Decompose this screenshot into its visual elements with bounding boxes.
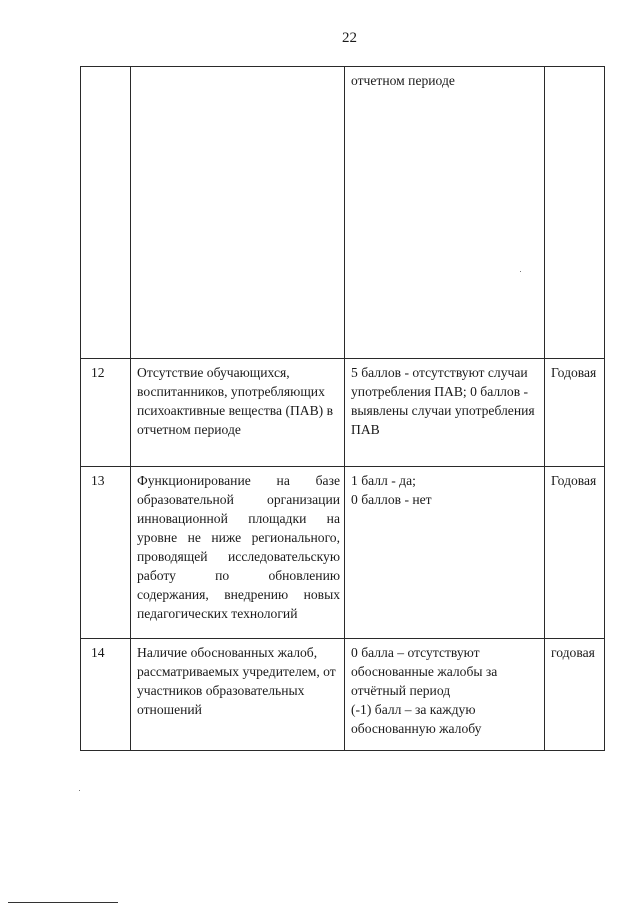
criterion-line: инновационной площадки на xyxy=(137,511,340,526)
scan-speck xyxy=(520,271,521,272)
row-number-cell: 13 xyxy=(81,467,131,639)
scoring-line: 0 баллов - нет xyxy=(351,492,432,507)
criteria-table xyxy=(80,66,605,751)
page-number: 22 xyxy=(342,30,357,46)
period-cell: годовая xyxy=(545,639,605,751)
table-row-14 xyxy=(81,639,605,751)
scoring-cell xyxy=(345,467,545,639)
row-number-cell: 12 xyxy=(81,359,131,467)
criterion-line: образовательной организации xyxy=(137,492,340,507)
row-number-cell xyxy=(81,67,131,359)
scoring-line: (-1) балл – за каждую xyxy=(351,702,476,717)
criterion-cell: Отсутствие обучающихся, воспитанников, употребляющих психоактивные вещества (ПАВ) в отчетном периоде xyxy=(131,359,345,467)
scoring-line: обоснованные жалобы за xyxy=(351,664,498,679)
criterion-line: педагогических технологий xyxy=(137,606,298,621)
criterion-cell xyxy=(131,67,345,359)
row-number-cell: 14 xyxy=(81,639,131,751)
criterion-cell: Наличие обоснованных жалоб, рассматриваемых учредителем, от участников образовательных отношений xyxy=(131,639,345,751)
criterion-line: проводящей исследовательскую xyxy=(137,549,340,564)
criterion-cell xyxy=(131,467,345,639)
scoring-cell: 5 баллов - отсутствуют случаи употребления ПАВ; 0 баллов - выявлены случаи употребления ПАВ xyxy=(345,359,545,467)
table-row-12 xyxy=(81,359,605,467)
criterion-line: Функционирование на базе xyxy=(137,473,340,488)
footnote-rule xyxy=(8,902,118,903)
criterion-line: уровне не ниже регионального, xyxy=(137,530,340,545)
scoring-cell xyxy=(345,639,545,751)
scoring-line: 0 балла – отсутствуют xyxy=(351,645,480,660)
period-cell: Годовая xyxy=(545,467,605,639)
scan-speck xyxy=(79,790,80,791)
period-cell: Годовая xyxy=(545,359,605,467)
criterion-line: работу по обновлению xyxy=(137,568,340,583)
table-row-continuation xyxy=(81,67,605,359)
criterion-line: содержания, внедрению новых xyxy=(137,587,340,602)
scoring-line: обоснованную жалобу xyxy=(351,721,482,736)
scoring-cell: отчетном периоде xyxy=(345,67,545,359)
scoring-line: отчётный период xyxy=(351,683,451,698)
table-row-13 xyxy=(81,467,605,639)
scoring-line: 1 балл - да; xyxy=(351,473,416,488)
period-cell xyxy=(545,67,605,359)
